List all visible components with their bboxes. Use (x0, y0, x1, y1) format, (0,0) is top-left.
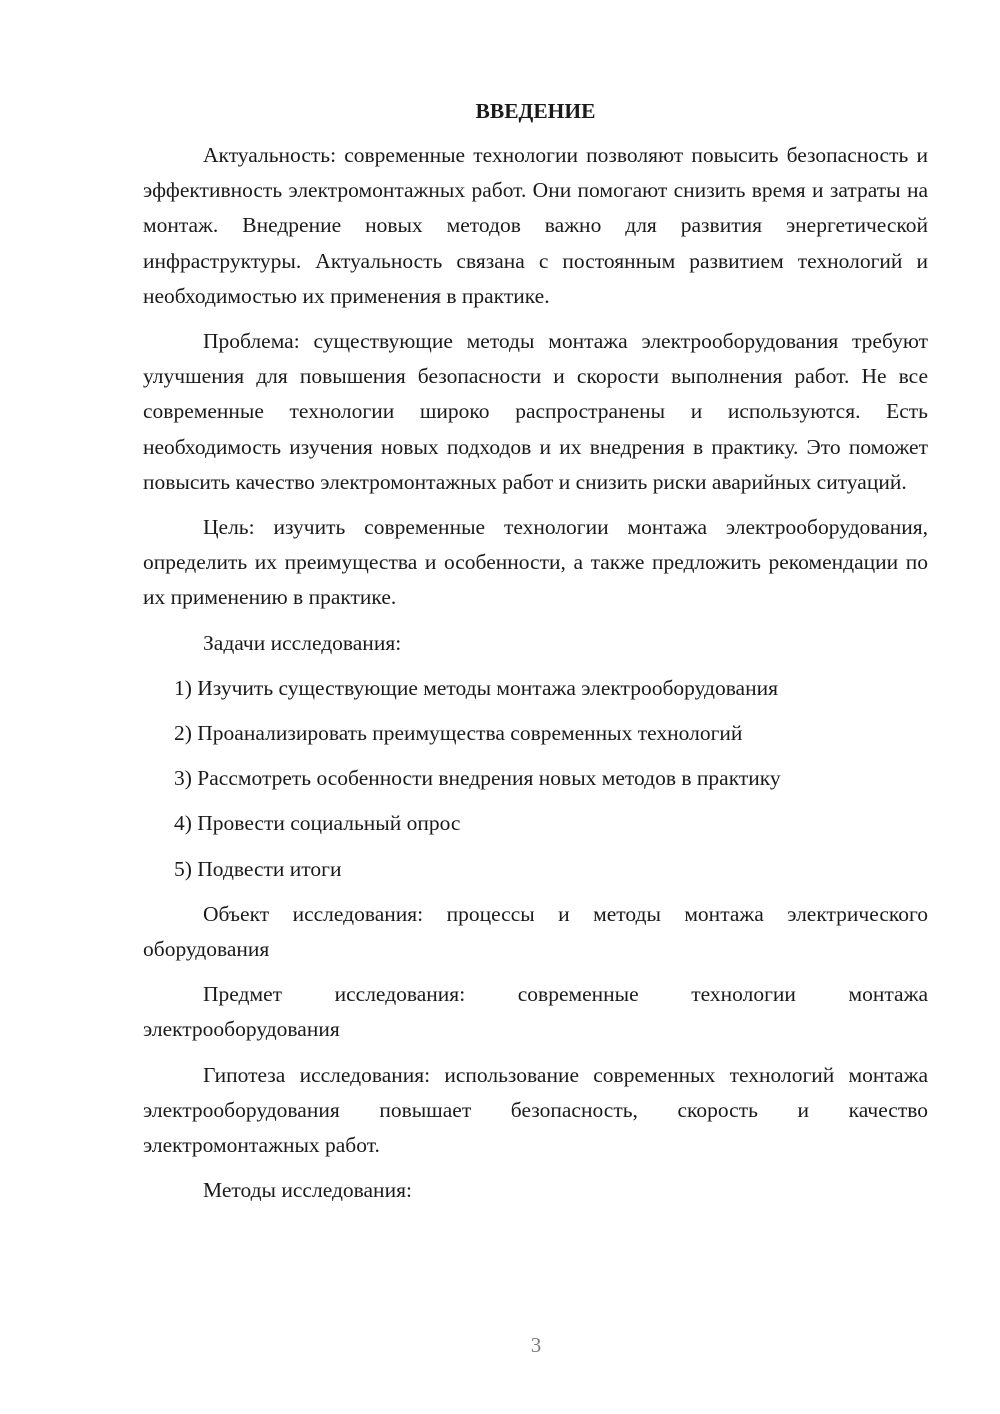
list-item: 1) Изучить существующие методы монтажа электрооборудования (174, 675, 779, 700)
page-number: 3 (530, 1333, 542, 1357)
relevance-paragraph: Актуальность: современные технологии позволяют повысить безопасность и эффективность электромонтажных работ. Они помогают снизить время и затраты на монтаж. Внедрение новых методов важно для развития энергетической инфраструктуры. Актуальность связана с постоянным развитием технологий и необходимостью их применения в практике. (143, 143, 928, 308)
hypothesis-paragraph: Гипотеза исследования: использование современных технологий монтажа электрооборудования повышает безопасность, скорость и качество электромонтажных работ. (143, 1062, 928, 1158)
methods-paragraph: Методы исследования: (203, 1178, 412, 1203)
problem-paragraph: Проблема: существующие методы монтажа электрооборудования требуют улучшения для повышения безопасности и скорости выполнения работ. Не все современные технологии широко распространены и используются. Есть необходимость изучения новых подходов и их внедрения в практику. Это поможет повысить качество электромонтажных работ и снизить риски аварийных ситуаций. (143, 329, 928, 494)
page-content (143, 94, 928, 1218)
goal-paragraph: Цель: изучить современные технологии монтажа электрооборудования, определить их преимущества и особенности, а также предложить рекомендации по их применению в практике. (143, 515, 928, 610)
page-title: ВВЕДЕНИЕ (475, 99, 596, 123)
list-item: 2) Проанализировать преимущества современных технологий (174, 721, 743, 746)
list-item: 5) Подвести итоги (174, 856, 342, 881)
list-item: 4) Провести социальный опрос (174, 811, 461, 836)
object-paragraph: Объект исследования: процессы и методы монтажа электрического оборудования (143, 901, 928, 962)
list-item: 3) Рассмотреть особенности внедрения новых методов в практику (174, 766, 781, 791)
tasks-intro: Задачи исследования: (203, 630, 402, 655)
subject-paragraph: Предмет исследования: современные технологии монтажа электрооборудования (143, 982, 928, 1042)
tasks-list (143, 671, 928, 887)
